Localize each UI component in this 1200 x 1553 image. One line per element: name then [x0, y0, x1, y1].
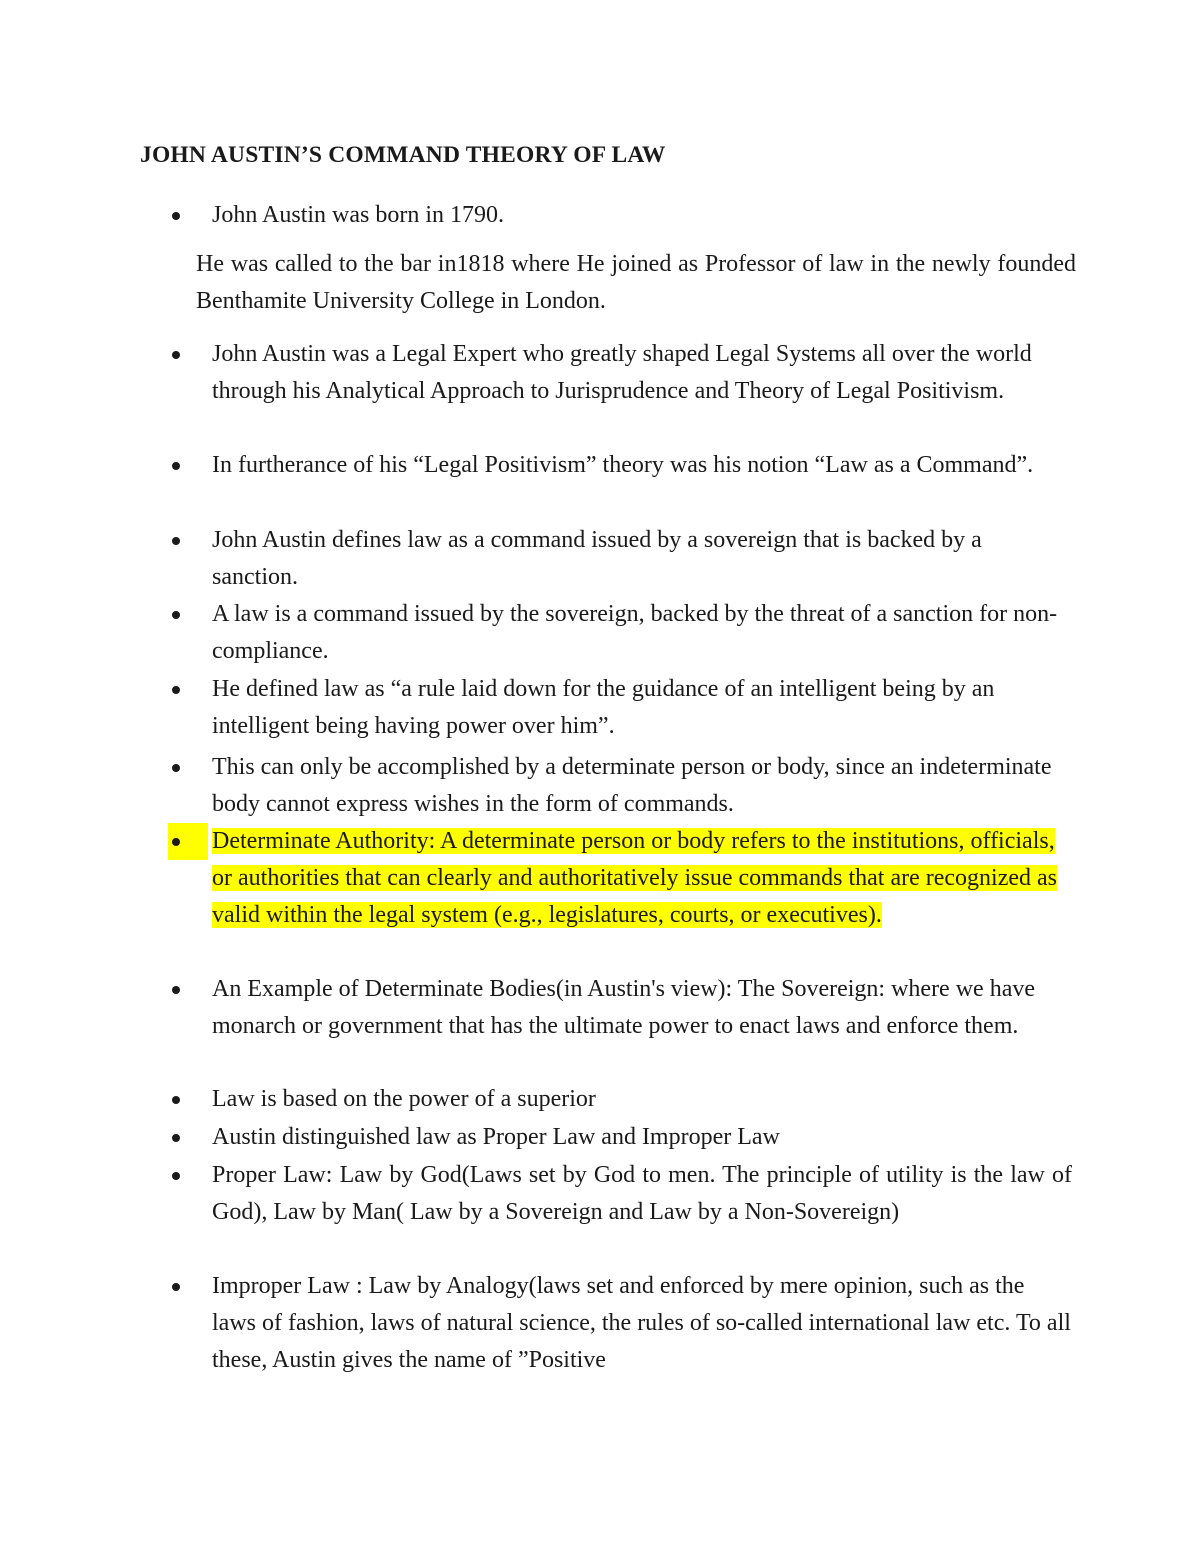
- bullet-icon: [172, 351, 180, 359]
- list-item-text: He defined law as “a rule laid down for the guidance of an intelligent being by an intelligent being having power over him”.: [212, 676, 995, 739]
- list-item-text: Proper Law: Law by God(Laws set by God to men. The principle of utility is the law of God), Law by Man( Law by a Sovereign and Law by a Non-Sovereign): [212, 1162, 1072, 1225]
- list-item-born: [172, 197, 1072, 234]
- list-item: [172, 671, 1072, 745]
- list-item-text: John Austin was a Legal Expert who greatly shaped Legal Systems all over the world through his Analytical Approach to Jurisprudence and Theory of Legal Positivism.: [212, 341, 1032, 404]
- list-item: [172, 596, 1072, 670]
- document-title: JOHN AUSTIN’S COMMAND THEORY OF LAW: [140, 142, 666, 168]
- list-item-text: This can only be accomplished by a determinate person or body, since an indeterminate body cannot express wishes in the form of commands.: [212, 754, 1052, 817]
- bullet-icon: [172, 212, 180, 220]
- list-item: [172, 971, 1072, 1045]
- list-item-text: A law is a command issued by the sovereign, backed by the threat of a sanction for non-compliance.: [212, 601, 1058, 664]
- list-item: [172, 522, 1072, 596]
- list-item-text: In furtherance of his “Legal Positivism” theory was his notion “Law as a Command”.: [212, 452, 1034, 478]
- intro-paragraph: He was called to the bar in1818 where He joined as Professor of law in the newly founded Benthamite University College in London.: [196, 251, 1076, 314]
- bullet-icon: [172, 764, 180, 772]
- list-item: [172, 1268, 1072, 1379]
- highlighted-text: Determinate Authority: A determinate person or body refers to the institutions, officials, or authorities that can clearly and authoritatively issue commands that are recognized as valid within the legal system (e.g., legislatures, courts, or executives).: [212, 828, 1058, 928]
- list-item: [172, 1081, 1072, 1118]
- bullet-icon: [172, 838, 180, 846]
- list-item-highlighted: [172, 823, 1072, 934]
- bullet-icon: [172, 611, 180, 619]
- bullet-icon: [172, 1283, 180, 1291]
- list-item: [172, 1157, 1072, 1231]
- list-item-text: John Austin was born in 1790.: [212, 202, 505, 228]
- list-item: [172, 447, 1072, 484]
- list-item-text: John Austin defines law as a command issued by a sovereign that is backed by a sanction.: [212, 527, 982, 590]
- list-item: [172, 336, 1072, 410]
- bullet-icon: [172, 986, 180, 994]
- list-item-text: An Example of Determinate Bodies(in Austin's view): The Sovereign: where we have monarch or government that has the ultimate power to enact laws and enforce them.: [212, 976, 1035, 1039]
- bullet-icon: [172, 1172, 180, 1180]
- bullet-icon: [172, 686, 180, 694]
- highlight-marker: [168, 823, 208, 860]
- list-item: [172, 749, 1072, 823]
- list-item-text: Law is based on the power of a superior: [212, 1086, 596, 1112]
- bullet-icon: [172, 462, 180, 470]
- list-item-text: [212, 823, 1072, 934]
- bullet-icon: [172, 537, 180, 545]
- bullet-icon: [172, 1134, 180, 1142]
- list-item-text: Improper Law : Law by Analogy(laws set and enforced by mere opinion, such as the laws of fashion, laws of natural science, the rules of so-called international law etc. To all these, Austin gives the name of ”Positive: [212, 1273, 1071, 1373]
- bullet-icon: [172, 1096, 180, 1104]
- list-item-text: Austin distinguished law as Proper Law and Improper Law: [212, 1124, 780, 1150]
- list-item: [172, 1119, 1072, 1156]
